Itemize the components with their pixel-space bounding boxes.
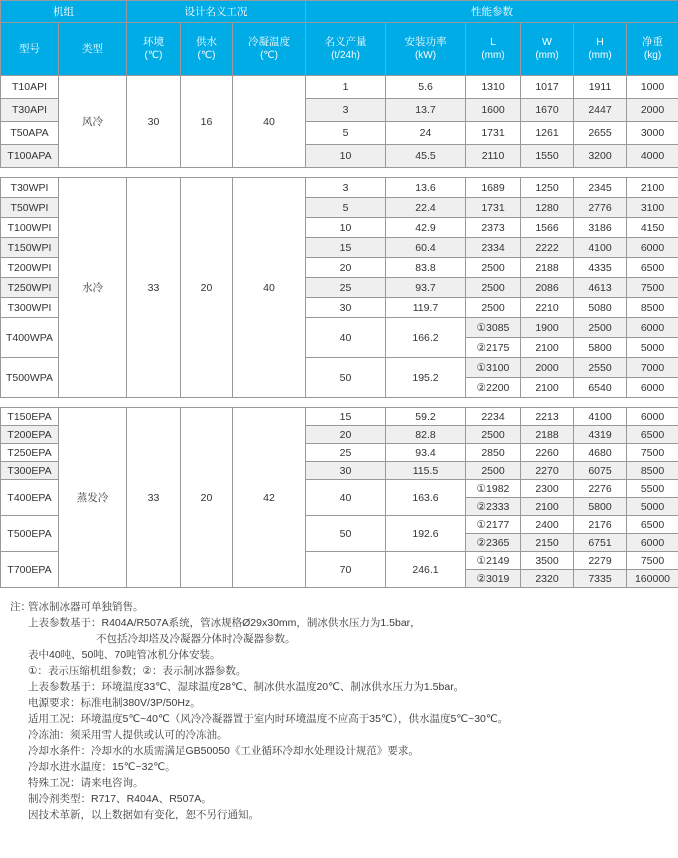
capacity-cell: 15: [306, 238, 386, 258]
height-cell: 5800: [574, 498, 627, 516]
net-weight-cell: 2000: [627, 99, 678, 122]
length-cell: 2500: [466, 426, 521, 444]
header-column-cell: [627, 23, 678, 76]
height-cell: 4335: [574, 258, 627, 278]
length-cell: 2373: [466, 218, 521, 238]
net-weight-cell: 5000: [627, 498, 678, 516]
net-weight-cell: 4000: [627, 145, 678, 168]
capacity-cell: 20: [306, 426, 386, 444]
width-cell: 2100: [521, 378, 574, 398]
capacity-cell: 10: [306, 218, 386, 238]
height-cell: 7335: [574, 570, 627, 588]
model-cell: T50APA: [1, 122, 59, 145]
model-cell: T200WPI: [1, 258, 59, 278]
column-unit: (mm): [588, 50, 612, 61]
spec-table-group: [0, 75, 678, 168]
net-weight-cell: 160000: [627, 570, 678, 588]
capacity-cell: 30: [306, 298, 386, 318]
capacity-cell: 40: [306, 318, 386, 358]
column-unit: (mm): [481, 50, 505, 61]
model-cell: T10API: [1, 76, 59, 99]
net-weight-cell: 1000: [627, 76, 678, 99]
width-cell: 2270: [521, 462, 574, 480]
table-row: [1, 408, 678, 426]
height-cell: 4100: [574, 408, 627, 426]
width-cell: 2100: [521, 498, 574, 516]
height-cell: 2550: [574, 358, 627, 378]
power-cell: 60.4: [386, 238, 466, 258]
power-cell: 82.8: [386, 426, 466, 444]
note-line: 因技术革新，以上数据如有变化，恕不另行通知。: [28, 809, 259, 821]
model-cell: T700EPA: [1, 552, 59, 588]
header-column-cell: [466, 23, 521, 76]
capacity-cell: 10: [306, 145, 386, 168]
length-cell: 1310: [466, 76, 521, 99]
height-cell: 5080: [574, 298, 627, 318]
capacity-cell: 70: [306, 552, 386, 588]
net-weight-cell: 3000: [627, 122, 678, 145]
type-cell: 蒸发冷: [59, 408, 127, 588]
net-weight-cell: 7500: [627, 444, 678, 462]
column-unit: (mm): [535, 50, 559, 61]
model-cell: T300EPA: [1, 462, 59, 480]
note-line: 表中40吨、50吨、70吨管冰机分体安装。: [28, 649, 221, 661]
power-cell: 42.9: [386, 218, 466, 238]
table-row: [1, 76, 678, 99]
header-column-cell: [233, 23, 306, 76]
header-column-cell: [521, 23, 574, 76]
model-cell: T100WPI: [1, 218, 59, 238]
length-cell: 2500: [466, 258, 521, 278]
power-cell: 45.5: [386, 145, 466, 168]
width-cell: 1017: [521, 76, 574, 99]
column-unit: (t/24h): [331, 50, 360, 61]
model-cell: T500EPA: [1, 516, 59, 552]
width-cell: 3500: [521, 552, 574, 570]
supply-water-cell: 20: [181, 178, 233, 398]
header-column-cell: [306, 23, 386, 76]
spec-table-header: [0, 0, 678, 76]
header-column-cell: [386, 23, 466, 76]
width-cell: 1280: [521, 198, 574, 218]
model-cell: T150EPA: [1, 408, 59, 426]
net-weight-cell: 3100: [627, 198, 678, 218]
header-column-row: [1, 23, 678, 76]
note-line: 特殊工况：请来电咨询。: [28, 777, 144, 789]
power-cell: 93.7: [386, 278, 466, 298]
note-line: 冷却水条件：冷却水的水质需满足GB50050《工业循环冷却水处理设计规范》要求。: [28, 745, 419, 757]
condensing-cell: 40: [233, 76, 306, 168]
width-cell: 1900: [521, 318, 574, 338]
model-cell: T200EPA: [1, 426, 59, 444]
power-cell: 24: [386, 122, 466, 145]
height-cell: 6751: [574, 534, 627, 552]
net-weight-cell: 6000: [627, 534, 678, 552]
capacity-cell: 50: [306, 358, 386, 398]
height-cell: 2279: [574, 552, 627, 570]
height-cell: 2345: [574, 178, 627, 198]
length-cell: ②2175: [466, 338, 521, 358]
net-weight-cell: 5000: [627, 338, 678, 358]
width-cell: 2150: [521, 534, 574, 552]
width-cell: 2300: [521, 480, 574, 498]
model-cell: T100APA: [1, 145, 59, 168]
height-cell: 3186: [574, 218, 627, 238]
model-cell: T400EPA: [1, 480, 59, 516]
length-cell: ②2200: [466, 378, 521, 398]
power-cell: 246.1: [386, 552, 466, 588]
capacity-cell: 5: [306, 122, 386, 145]
height-cell: 2776: [574, 198, 627, 218]
length-cell: ②3019: [466, 570, 521, 588]
note-line: 冷冻油：须采用雪人提供或认可的冷冻油。: [28, 729, 228, 741]
power-cell: 5.6: [386, 76, 466, 99]
header-column-cell: [574, 23, 627, 76]
note-line: 上表参数基于：环境温度33℃、湿球温度28℃、制冰供水温度20℃、制冰供水压力为1.5bar。: [28, 681, 465, 693]
note-line: 制冷剂类型：R717、R404A、R507A。: [28, 793, 212, 805]
capacity-cell: 50: [306, 516, 386, 552]
column-label: 净重: [642, 36, 664, 48]
net-weight-cell: 6500: [627, 258, 678, 278]
column-unit: (℃): [260, 50, 278, 61]
length-cell: 2500: [466, 462, 521, 480]
length-cell: 2850: [466, 444, 521, 462]
group-body: [1, 178, 678, 398]
height-cell: 1911: [574, 76, 627, 99]
length-cell: ①3085: [466, 318, 521, 338]
capacity-cell: 3: [306, 178, 386, 198]
height-cell: 2447: [574, 99, 627, 122]
length-cell: 1731: [466, 198, 521, 218]
spec-table-group: [0, 407, 678, 588]
note-line: 管冰制冰器可单独销售。: [28, 601, 144, 613]
note-line: 电源要求：标准电制380V/3P/50Hz。: [28, 697, 201, 709]
length-cell: ②2365: [466, 534, 521, 552]
length-cell: ①1982: [466, 480, 521, 498]
capacity-cell: 25: [306, 444, 386, 462]
length-cell: ①2149: [466, 552, 521, 570]
column-label: L: [490, 36, 496, 48]
group-body: [1, 408, 678, 588]
column-label: 型号: [19, 43, 40, 55]
column-label: 供水: [196, 36, 217, 48]
column-label: 安装功率: [404, 36, 447, 48]
width-cell: 2210: [521, 298, 574, 318]
height-cell: 6075: [574, 462, 627, 480]
notes-label: 注：: [10, 601, 31, 613]
capacity-cell: 40: [306, 480, 386, 516]
net-weight-cell: 6000: [627, 318, 678, 338]
length-cell: 2500: [466, 278, 521, 298]
header-column-cell: [127, 23, 181, 76]
net-weight-cell: 6000: [627, 238, 678, 258]
note-line: 不包括冷却塔及冷凝器分体时冷凝器参数。: [96, 633, 296, 645]
header-group-cell: 性能参数: [306, 1, 678, 23]
height-cell: 4680: [574, 444, 627, 462]
header-group-row: [1, 1, 678, 23]
model-cell: T400WPA: [1, 318, 59, 358]
power-cell: 163.6: [386, 480, 466, 516]
model-cell: T500WPA: [1, 358, 59, 398]
column-label: 环境: [143, 36, 164, 48]
width-cell: 1550: [521, 145, 574, 168]
net-weight-cell: 7500: [627, 278, 678, 298]
width-cell: 2213: [521, 408, 574, 426]
length-cell: 2110: [466, 145, 521, 168]
height-cell: 2655: [574, 122, 627, 145]
length-cell: 1689: [466, 178, 521, 198]
net-weight-cell: 7500: [627, 552, 678, 570]
type-cell: 水冷: [59, 178, 127, 398]
ambient-cell: 33: [127, 408, 181, 588]
column-unit: (℃): [197, 50, 216, 61]
capacity-cell: 15: [306, 408, 386, 426]
notes-lines: [28, 599, 678, 823]
ambient-cell: 33: [127, 178, 181, 398]
length-cell: 2234: [466, 408, 521, 426]
capacity-cell: 5: [306, 198, 386, 218]
width-cell: 2188: [521, 426, 574, 444]
power-cell: 13.6: [386, 178, 466, 198]
model-cell: T250EPA: [1, 444, 59, 462]
header-column-cell: [1, 23, 59, 76]
height-cell: 2500: [574, 318, 627, 338]
net-weight-cell: 8500: [627, 462, 678, 480]
supply-water-cell: 20: [181, 408, 233, 588]
power-cell: 93.4: [386, 444, 466, 462]
table-row: [1, 178, 678, 198]
width-cell: 1566: [521, 218, 574, 238]
power-cell: 192.6: [386, 516, 466, 552]
power-cell: 195.2: [386, 358, 466, 398]
note-line: 冷却水进水温度：15℃~32℃。: [28, 761, 176, 773]
width-cell: 2188: [521, 258, 574, 278]
note-line: ①：表示压缩机组参数；②：表示制冰器参数。: [28, 665, 247, 677]
width-cell: 2000: [521, 358, 574, 378]
length-cell: 2500: [466, 298, 521, 318]
width-cell: 2222: [521, 238, 574, 258]
column-label: 冷凝温度: [248, 36, 290, 48]
height-cell: 4613: [574, 278, 627, 298]
net-weight-cell: 8500: [627, 298, 678, 318]
height-cell: 5800: [574, 338, 627, 358]
power-cell: 83.8: [386, 258, 466, 278]
net-weight-cell: 5500: [627, 480, 678, 498]
length-cell: 1731: [466, 122, 521, 145]
width-cell: 2100: [521, 338, 574, 358]
width-cell: 2086: [521, 278, 574, 298]
column-label: 名义产量: [324, 36, 367, 48]
height-cell: 3200: [574, 145, 627, 168]
column-label: H: [596, 36, 604, 48]
power-cell: 22.4: [386, 198, 466, 218]
power-cell: 59.2: [386, 408, 466, 426]
model-cell: T150WPI: [1, 238, 59, 258]
power-cell: 166.2: [386, 318, 466, 358]
spec-table-groups: [0, 75, 678, 588]
net-weight-cell: 6000: [627, 378, 678, 398]
power-cell: 13.7: [386, 99, 466, 122]
net-weight-cell: 7000: [627, 358, 678, 378]
height-cell: 4100: [574, 238, 627, 258]
length-cell: 1600: [466, 99, 521, 122]
length-cell: ②2333: [466, 498, 521, 516]
notes: [0, 599, 678, 823]
model-cell: T300WPI: [1, 298, 59, 318]
capacity-cell: 1: [306, 76, 386, 99]
column-label: W: [542, 36, 552, 48]
power-cell: 119.7: [386, 298, 466, 318]
header-column-cell: [181, 23, 233, 76]
model-cell: T250WPI: [1, 278, 59, 298]
note-line: 适用工况：环境温度5℃~40℃（风冷冷凝器置于室内时环境温度不应高于35℃），供水温度5℃~30℃。: [28, 713, 509, 725]
net-weight-cell: 6500: [627, 516, 678, 534]
condensing-cell: 40: [233, 178, 306, 398]
length-cell: ①2177: [466, 516, 521, 534]
width-cell: 1250: [521, 178, 574, 198]
model-cell: T50WPI: [1, 198, 59, 218]
column-label: 类型: [82, 43, 103, 55]
capacity-cell: 30: [306, 462, 386, 480]
spec-table-group: [0, 177, 678, 398]
width-cell: 1670: [521, 99, 574, 122]
header-group-cell: 设计名义工况: [127, 1, 306, 23]
capacity-cell: 20: [306, 258, 386, 278]
net-weight-cell: 4150: [627, 218, 678, 238]
net-weight-cell: 6000: [627, 408, 678, 426]
model-cell: T30WPI: [1, 178, 59, 198]
height-cell: 2176: [574, 516, 627, 534]
column-unit: (kg): [643, 50, 662, 61]
header-group-cell: 机组: [1, 1, 127, 23]
power-cell: 115.5: [386, 462, 466, 480]
height-cell: 6540: [574, 378, 627, 398]
height-cell: 2276: [574, 480, 627, 498]
header-column-cell: [59, 23, 127, 76]
group-body: [1, 76, 678, 168]
type-cell: 风冷: [59, 76, 127, 168]
ambient-cell: 30: [127, 76, 181, 168]
width-cell: 1261: [521, 122, 574, 145]
net-weight-cell: 2100: [627, 178, 678, 198]
net-weight-cell: 6500: [627, 426, 678, 444]
note-line: 上表参数基于：R404A/R507A系统，管冰规格Ø29x30mm，制冰供水压力为1.5bar，: [28, 617, 421, 629]
model-cell: T30API: [1, 99, 59, 122]
length-cell: 2334: [466, 238, 521, 258]
length-cell: ①3100: [466, 358, 521, 378]
width-cell: 2400: [521, 516, 574, 534]
height-cell: 4319: [574, 426, 627, 444]
width-cell: 2260: [521, 444, 574, 462]
column-unit: (℃): [144, 50, 163, 61]
capacity-cell: 25: [306, 278, 386, 298]
width-cell: 2320: [521, 570, 574, 588]
capacity-cell: 3: [306, 99, 386, 122]
condensing-cell: 42: [233, 408, 306, 588]
supply-water-cell: 16: [181, 76, 233, 168]
column-unit: (kW): [414, 50, 437, 61]
